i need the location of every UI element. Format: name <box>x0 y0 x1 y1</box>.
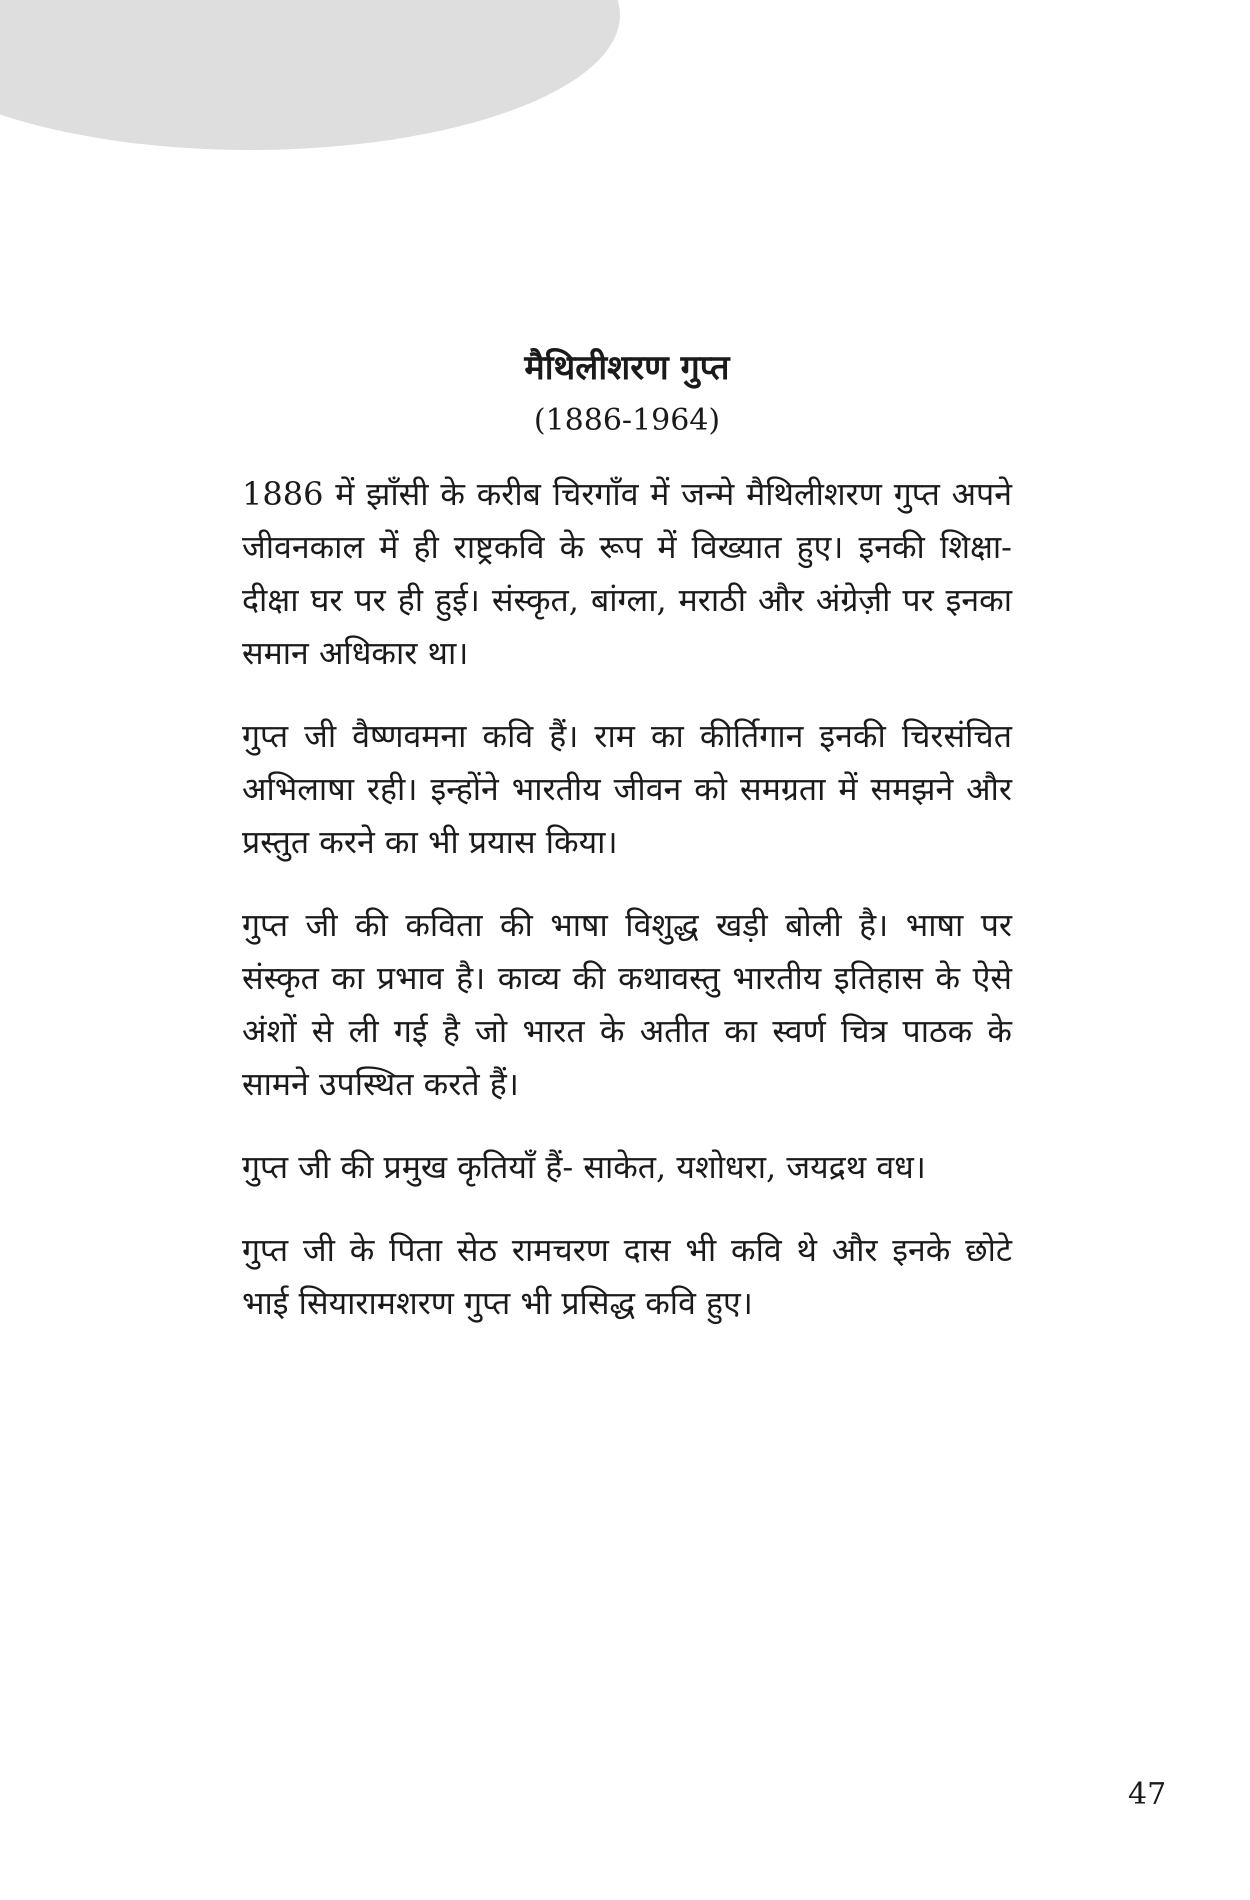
page-title: मैथिलीशरण गुप्त <box>524 348 730 388</box>
page-number: 47 <box>1128 1777 1167 1812</box>
paragraph-language: गुप्त जी की कविता की भाषा विशुद्ध खड़ी बोली है। भाषा पर संस्कृत का प्रभाव है। काव्य की कथावस्तु भारतीय इतिहास के ऐसे अंशों से ली गई है जो भारत के अतीत का स्वर्ण चित्र पाठक के सामने उपस्थित करते हैं। <box>242 906 1012 1103</box>
paragraph-vaishnav: गुप्त जी वैष्णवमना कवि हैं। राम का कीर्तिगान इनकी चिरसंचित अभिलाषा रही। इन्होंने भारतीय जीवन को समग्रता में समझने और प्रस्तुत करने का भी प्रयास किया। <box>242 717 1012 861</box>
page-content <box>242 300 1012 1360</box>
paragraph-family: गुप्त जी के पिता सेठ रामचरण दास भी कवि थे और इनके छोटे भाई सियारामशरण गुप्त भी प्रसिद्ध कवि हुए। <box>242 1231 1012 1322</box>
corner-decoration <box>0 0 620 150</box>
paragraph-biography: 1886 में झाँसी के करीब चिरगाँव में जन्मे मैथिलीशरण गुप्त अपने जीवनकाल में ही राष्ट्रकवि के रूप में विख्यात हुए। इनकी शिक्षा-दीक्षा घर पर ही हुई। संस्कृत, बांग्ला, मराठी और अंग्रेज़ी पर इनका समान अधिकार था। <box>242 475 1012 672</box>
life-years: (1886-1964) <box>533 403 721 438</box>
paragraph-works: गुप्त जी की प्रमुख कृतियाँ हैं- साकेत, यशोधरा, जयद्रथ वध। <box>242 1148 926 1186</box>
